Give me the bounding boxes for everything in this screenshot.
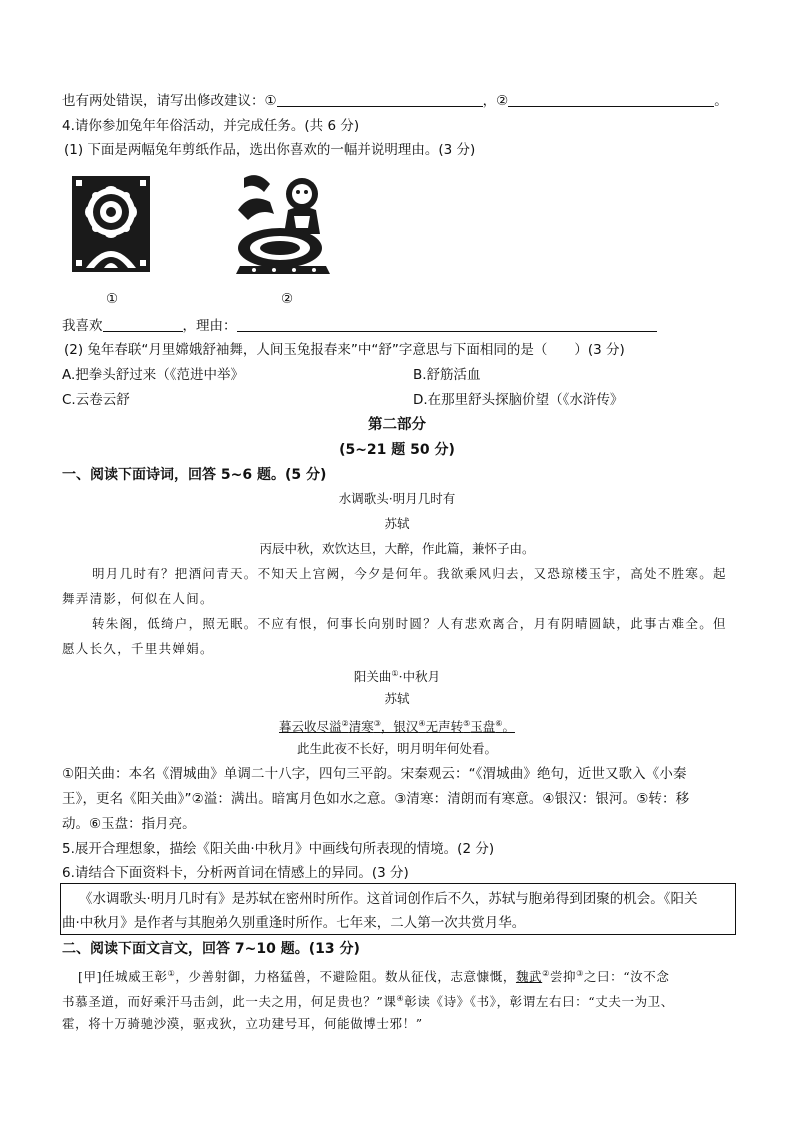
- q3-end: 。: [714, 93, 728, 109]
- note-marker: ③: [373, 719, 381, 728]
- q4-sub1: (1) 下面是两幅兔年剪纸作品，选出你喜欢的一幅并说明理由。(3 分): [64, 142, 476, 158]
- line-part: 书慕圣道，而好乘汗马击剑，此一夫之用，何足贵也？”课: [62, 994, 397, 1010]
- poem1-line: 愿人长久，千里共婵娟。: [62, 641, 214, 656]
- classical-text-line: 霍，将十万骑驰沙漠，驱戎狄，立功建号耳，何能做博士邪！”: [62, 1016, 423, 1031]
- answer-prefix: 我喜欢: [62, 318, 103, 334]
- classical-text-line: [62, 990, 674, 1011]
- rabbit-papercut-icon: [230, 170, 342, 276]
- line-part: [甲]任城威王彰: [78, 969, 168, 985]
- poem2-title: [0, 665, 794, 686]
- answer-blank-2[interactable]: [508, 92, 714, 107]
- poem1-line: 转朱阁，低绮户，照无眠。不应有恨，何事长向别时圆？人有悲欢离合，月有阴晴圆缺，此事古难全。但: [92, 616, 727, 631]
- line-part: 无声转: [425, 719, 464, 735]
- note-marker: ①: [167, 969, 176, 978]
- part2-range: (5~21 题 50 分): [339, 442, 455, 458]
- poem2-title-main: 阳关曲: [353, 669, 392, 685]
- image-label-2: ②: [281, 291, 294, 307]
- line-part: ，少善射御，力格猛兽，不避险阻。数从征伐，志意慷慨，: [175, 969, 516, 985]
- annotation-line: 王》，更名《阳关曲》”②溢：满出。暗寓月色如水之意。③清寒：清朗而有寒意。④银汉：银河。⑤转：移: [62, 791, 690, 807]
- q6-text: 6.请结合下面资料卡，分析两首词在情感上的异同。(3 分): [62, 865, 409, 881]
- q5-text: 5.展开合理想象，描绘《阳关曲·中秋月》中画线句所表现的情境。(2 分): [62, 841, 495, 857]
- section1-heading: 一、阅读下面诗词，回答 5~6 题。(5 分): [62, 467, 327, 483]
- line-part: 。: [502, 719, 515, 735]
- q4-sub2: (2) 兔年春联“月里嫦娥舒袖舞，人间玉兔报春来”中“舒”字意思与下面相同的是（ ）(3 分): [64, 342, 625, 358]
- poem1-author: 苏轼: [384, 516, 410, 531]
- line-part: 之曰：“汝不念: [583, 969, 670, 985]
- line-part: 暮云收尽溢: [279, 719, 342, 735]
- paper-cut-flower-image: [66, 168, 156, 278]
- note-marker: ③: [576, 969, 584, 978]
- poem2-title-suffix: ·中秋月: [398, 669, 441, 685]
- annotation-line: 动。⑥玉盘：指月亮。: [62, 816, 196, 832]
- choice-blank[interactable]: [103, 317, 183, 332]
- underlined-word: 魏武: [515, 969, 543, 985]
- q3-tail-line: [62, 92, 728, 110]
- note-marker: ②: [542, 969, 550, 978]
- card-line: 《水调歌头·明月几时有》是苏轼在密州时所作。这首词创作后不久，苏轼与胞弟得到团聚的机会。《阳关: [79, 891, 698, 907]
- line-part: 清寒: [348, 719, 374, 735]
- card-line: 曲·中秋月》是作者与其胞弟久别重逢时所作。七年来，二人第一次共赏月华。: [62, 915, 526, 931]
- option-d[interactable]: D.在那里舒头探脑价望（《水浒传》: [413, 392, 624, 408]
- poem1-line: 明月几时有？把酒问青天。不知天上宫阙，今夕是何年。我欲乘风归去，又恐琼楼玉宇，高处不胜寒。起: [92, 566, 727, 581]
- line-part: 玉盘: [470, 719, 496, 735]
- section2-heading: 二、阅读下面文言文，回答 7~10 题。(13 分): [62, 941, 360, 957]
- poem1-preface: 丙辰中秋，欢饮达旦，大醉，作此篇，兼怀子由。: [259, 541, 535, 556]
- q4-title: 4.请你参加兔年年俗活动，并完成任务。(共 6 分): [62, 118, 360, 134]
- q4-answer-line: [62, 317, 657, 335]
- paper-cut-rabbit-image: [230, 170, 342, 276]
- option-b[interactable]: B.舒筋活血: [413, 367, 481, 383]
- note-marker: ⑤: [463, 719, 471, 728]
- line-part: 尝抑: [549, 969, 577, 985]
- image-label-1: ①: [106, 291, 119, 307]
- annotation-line: ①阳关曲：本名《渭城曲》单调二十八字，四句三平韵。宋秦观云：“《渭城曲》绝句，近世又歌入《小秦: [62, 766, 687, 782]
- poem1-title: 水调歌头·明月几时有: [338, 491, 456, 506]
- note-marker: ⑥: [495, 719, 503, 728]
- poem2-author: 苏轼: [384, 691, 410, 706]
- poem2-line2: 此生此夜不长好，明月明年何处看。: [296, 741, 497, 756]
- classical-text-line: [78, 965, 670, 986]
- option-c[interactable]: C.云卷云舒: [62, 392, 130, 408]
- q3-sep: ，②: [482, 93, 509, 109]
- option-a[interactable]: A.把拳头舒过来（《范进中举》: [62, 367, 245, 383]
- flower-papercut-icon: [66, 168, 156, 278]
- poem2-underlined-line: [0, 715, 794, 736]
- note-marker: ④: [418, 719, 426, 728]
- answer-reason-label: ，理由：: [182, 318, 237, 334]
- part2-title: 第二部分: [368, 417, 426, 433]
- note-marker: ②: [341, 719, 349, 728]
- poem1-line: 舞弄清影，何似在人间。: [62, 591, 214, 606]
- q3-prefix: 也有两处错误，请写出修改建议：①: [62, 93, 277, 109]
- note-marker: ④: [396, 994, 405, 1003]
- answer-blank-1[interactable]: [277, 92, 483, 107]
- line-part: ，银汉: [380, 719, 419, 735]
- reason-blank[interactable]: [237, 317, 657, 332]
- line-part: 彰读《诗》《书》，彰谓左右曰：“丈夫一为卫、: [404, 994, 674, 1010]
- note-marker: ①: [391, 669, 399, 678]
